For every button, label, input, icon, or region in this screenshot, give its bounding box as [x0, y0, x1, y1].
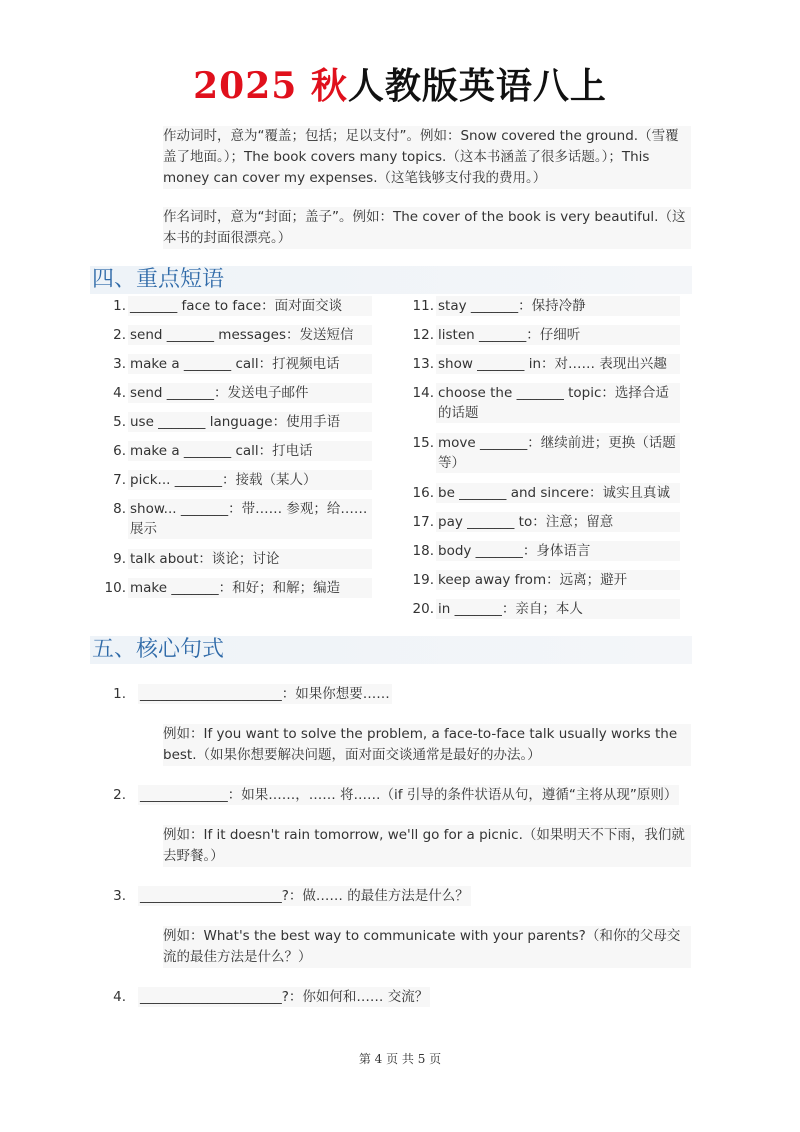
title-year: 2025 秋 — [193, 65, 348, 107]
sentence-example: 例如：If you want to solve the problem, a face-to-face talk usually works the best.（如果你想要解决问题，面对面交谈通常是最好的办法。） — [163, 724, 691, 766]
intro-noun-paragraph: 作名词时，意为“封面；盖子”。例如：The cover of the book is very beautiful.（这本书的封面很漂亮。） — [163, 207, 691, 249]
sentence-example: 例如：If it doesn't rain tomorrow, we'll go for a picnic.（如果明天不下雨，我们就去野餐。） — [163, 825, 691, 867]
section-4-heading: 四、重点短语 — [90, 266, 692, 294]
section-5-heading: 五、核心句式 — [90, 636, 692, 664]
page-footer: 第 4 页 共 5 页 — [358, 1052, 442, 1066]
sentence-example: 例如：What's the best way to communicate with your parents?（和你的父母交流的最佳方法是什么？） — [163, 926, 691, 968]
intro-verb-paragraph: 作动词时，意为“覆盖；包括；足以支付”。例如：Snow covered the ground.（雪覆盖了地面。）；The book covers many topics.（这本书涵盖了很多话题。）；This money can cover my expenses.（这笔钱够支付我的费用。） — [163, 126, 691, 189]
title-main: 人教版英语八上 — [347, 65, 607, 107]
page-title — [0, 58, 800, 109]
